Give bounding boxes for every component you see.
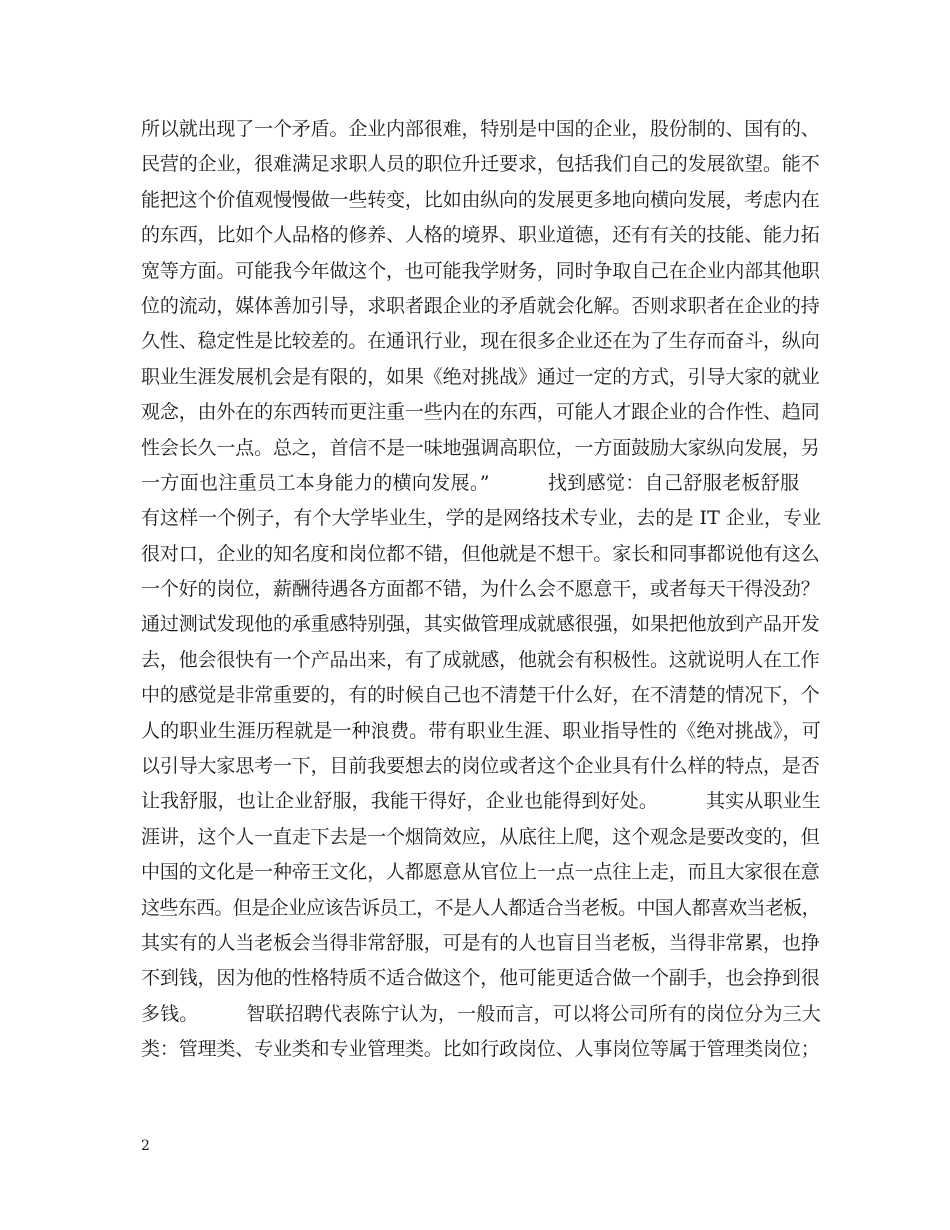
text-line: 观念，由外在的东西转而更注重一些内在的东西，可能人才跟企业的合作性、趋同 bbox=[141, 401, 820, 424]
text-line: 民营的企业，很难满足求职人员的职位升迁要求，包括我们自己的发展欲望。能不 bbox=[141, 153, 820, 176]
text-line: 性会长久一点。总之，首信不是一味地强调高职位，一方面鼓励大家纵向发展，另 bbox=[141, 436, 820, 459]
text-line: 宽等方面。可能我今年做这个，也可能我学财务，同时争取自己在企业内部其他职 bbox=[141, 259, 820, 282]
text-line: 中的感觉是非常重要的，有的时候自己也不清楚干什么好，在不清楚的情况下，个 bbox=[141, 684, 820, 707]
text-line: 位的流动，媒体善加引导，求职者跟企业的矛盾就会化解。否则求职者在企业的持 bbox=[141, 294, 820, 317]
text-line: 很对口，企业的知名度和岗位都不错，但他就是不想干。家长和同事都说他有这么 bbox=[141, 542, 820, 565]
text-line: 涯讲，这个人一直走下去是一个烟筒效应，从底往上爬，这个观念是要改变的，但 bbox=[141, 825, 820, 848]
text-line: 有这样一个例子，有个大学毕业生，学的是网络技术专业，去的是 IT 企业，专业 bbox=[141, 507, 822, 530]
text-line: 所以就出现了一个矛盾。企业内部很难，特别是中国的企业，股份制的、国有的、 bbox=[141, 118, 820, 140]
text-line: 一个好的岗位，薪酬待遇各方面都不错，为什么会不愿意干，或者每天干得没劲？ bbox=[141, 578, 820, 601]
text-line: 多钱。 智联招聘代表陈宁认为，一般而言，可以将公司所有的岗位分为三大 bbox=[141, 1002, 821, 1025]
text-line: 能把这个价值观慢慢做一些转变，比如由纵向的发展更多地向横向发展，考虑内在 bbox=[141, 188, 820, 211]
text-line: 职业生涯发展机会是有限的，如果《绝对挑战》通过一定的方式，引导大家的就业 bbox=[141, 365, 820, 388]
text-line: 久性、稳定性是比较差的。在通讯行业，现在很多企业还在为了生存而奋斗，纵向 bbox=[141, 330, 820, 353]
body-text bbox=[141, 112, 821, 1068]
text-line: 的东西，比如个人品格的修养、人格的境界、职业道德，还有有关的技能、能力拓 bbox=[141, 224, 820, 247]
text-line: 类：管理类、专业类和专业管理类。比如行政岗位、人事岗位等属于管理类岗位； bbox=[141, 1038, 820, 1061]
text-line: 其实有的人当老板会当得非常舒服，可是有的人也盲目当老板，当得非常累，也挣 bbox=[141, 931, 820, 954]
text-line: 这些东西。但是企业应该告诉员工，不是人人都适合当老板。中国人都喜欢当老板， bbox=[141, 896, 820, 919]
text-line: 让我舒服，也让企业舒服，我能干得好，企业也能得到好处。 其实从职业生 bbox=[141, 790, 821, 813]
text-line: 通过测试发现他的承重感特别强，其实做管理成就感很强，如果把他放到产品开发 bbox=[141, 613, 820, 636]
text-line: 人的职业生涯历程就是一种浪费。带有职业生涯、职业指导性的《绝对挑战》，可 bbox=[141, 719, 821, 742]
text-line: 以引导大家思考一下，目前我要想去的岗位或者这个企业具有什么样的特点，是否 bbox=[141, 755, 820, 778]
text-line: 中国的文化是一种帝王文化，人都愿意从官位上一点一点往上走，而且大家很在意 bbox=[141, 861, 820, 884]
text-line: 去，他会很快有一个产品出来，有了成就感，他就会有积极性。这就说明人在工作 bbox=[141, 648, 820, 671]
text-line: 不到钱，因为他的性格特质不适合做这个，他可能更适合做一个副手，也会挣到很 bbox=[141, 967, 820, 990]
text-line: 一方面也注重员工本身能力的横向发展。” 找到感觉：自己舒服老板舒服 bbox=[141, 471, 800, 494]
page-number: 2 bbox=[141, 1138, 150, 1154]
